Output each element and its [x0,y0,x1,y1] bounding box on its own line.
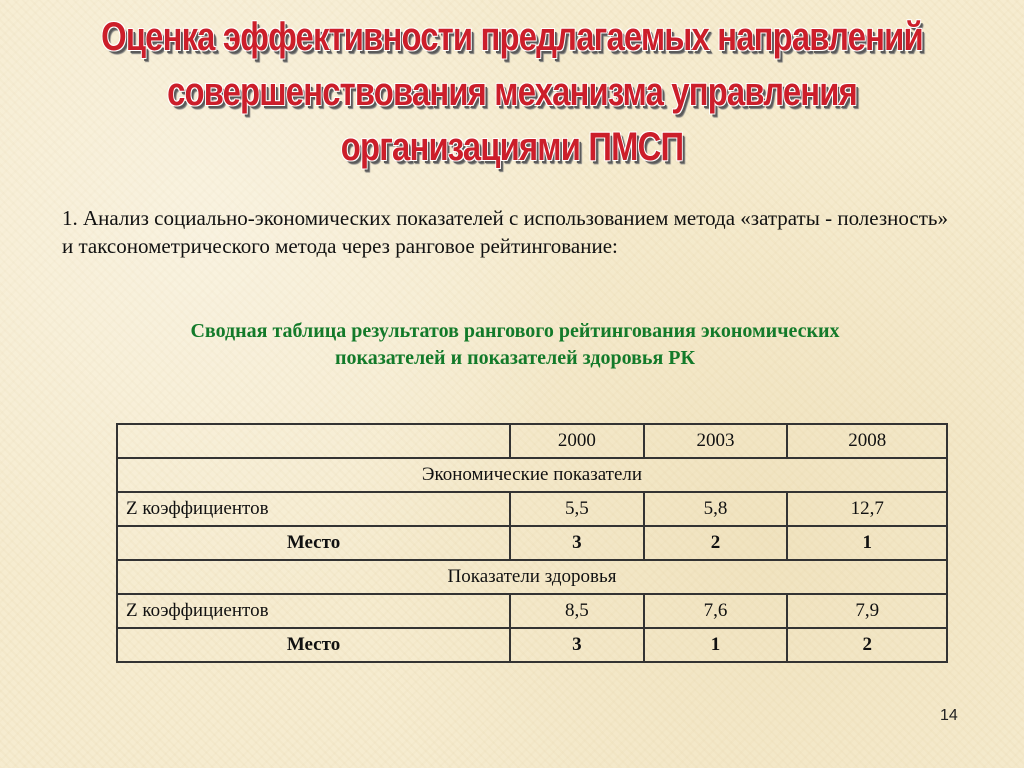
section-heading: Показатели здоровья [117,560,947,594]
table-cell: 12,7 [787,492,947,526]
page-number: 14 [940,707,958,724]
row-label: Место [117,526,510,560]
table-cell: 5,5 [510,492,644,526]
table-title [40,318,990,372]
table-cell: 7,6 [644,594,788,628]
row-label: Z коэффициентов [117,594,510,628]
table-title-line: Сводная таблица результатов рангового рейтингования экономических [190,320,840,342]
table-cell: 1 [787,526,947,560]
section-heading-row [117,458,947,492]
table-cell: 5,8 [644,492,788,526]
table-cell: 3 [510,526,644,560]
table-corner-cell [117,424,510,458]
table-row [117,594,947,628]
intro-text: 1. Анализ социально-экономических показателей с использованием метода «затраты - полезность» и таксонометрического метода через ранговое рейтингование: [62,206,948,258]
table-cell: 2 [644,526,788,560]
slide-title [92,10,932,175]
slide-title-line: совершенствования механизма управления [167,70,857,114]
section-heading-row [117,560,947,594]
year-header: 2000 [510,424,644,458]
slide-title-line: организациями ПМСП [340,125,684,169]
table-cell: 2 [787,628,947,662]
table-cell: 1 [644,628,788,662]
table-row [117,492,947,526]
results-table [116,423,948,663]
table-cell: 8,5 [510,594,644,628]
table-header-row [117,424,947,458]
section-heading: Экономические показатели [117,458,947,492]
table-row [117,628,947,662]
slide-title-line: Оценка эффективности предлагаемых направлений [101,15,923,59]
table-row [117,526,947,560]
year-header: 2003 [644,424,788,458]
year-header: 2008 [787,424,947,458]
table-title-line: показателей и показателей здоровья РК [334,347,696,369]
row-label: Место [117,628,510,662]
table-cell: 7,9 [787,594,947,628]
row-label: Z коэффициентов [117,492,510,526]
table-cell: 3 [510,628,644,662]
